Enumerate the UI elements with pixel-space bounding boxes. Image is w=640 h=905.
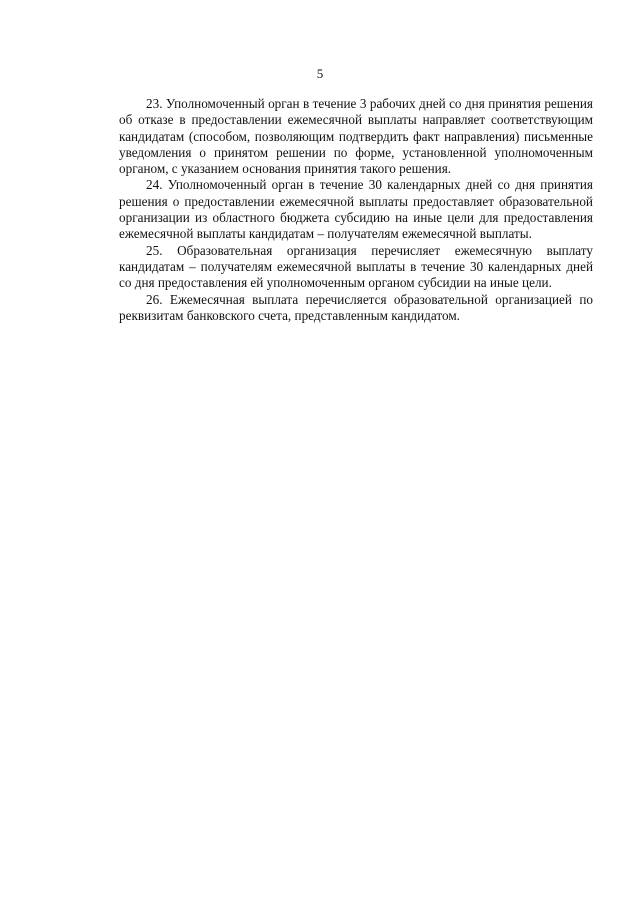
page-number: 5 [316,66,324,81]
paragraph-23: 23. Уполномоченный орган в течение 3 рабочих дней со дня принятия решения об отказе в предоставлении ежемесячной выплаты направляет соответствующим кандидатам (способом, позволяющим подтвердить факт направления) письменные уведомления о принятом решении по форме, установленной уполномоченным органом, с указанием основания принятия такого решения. [119,96,593,177]
paragraph-26: 26. Ежемесячная выплата перечисляется образовательной организацией по реквизитам банковского счета, представленным кандидатом. [119,291,593,323]
paragraph-25: 25. Образовательная организация перечисляет ежемесячную выплату кандидатам – получателям ежемесячной выплаты в течение 30 календарных дней со дня предоставления ей уполномоченным органом субсидии на иные цели. [119,242,593,291]
paragraph-24: 24. Уполномоченный орган в течение 30 календарных дней со дня принятия решения о предоставлении ежемесячной выплаты предоставляет образовательной организации из областного бюджета субсидию на иные цели для предоставления ежемесячной выплаты кандидатам – получателям ежемесячной выплаты. [119,177,593,242]
document-body [119,96,593,324]
